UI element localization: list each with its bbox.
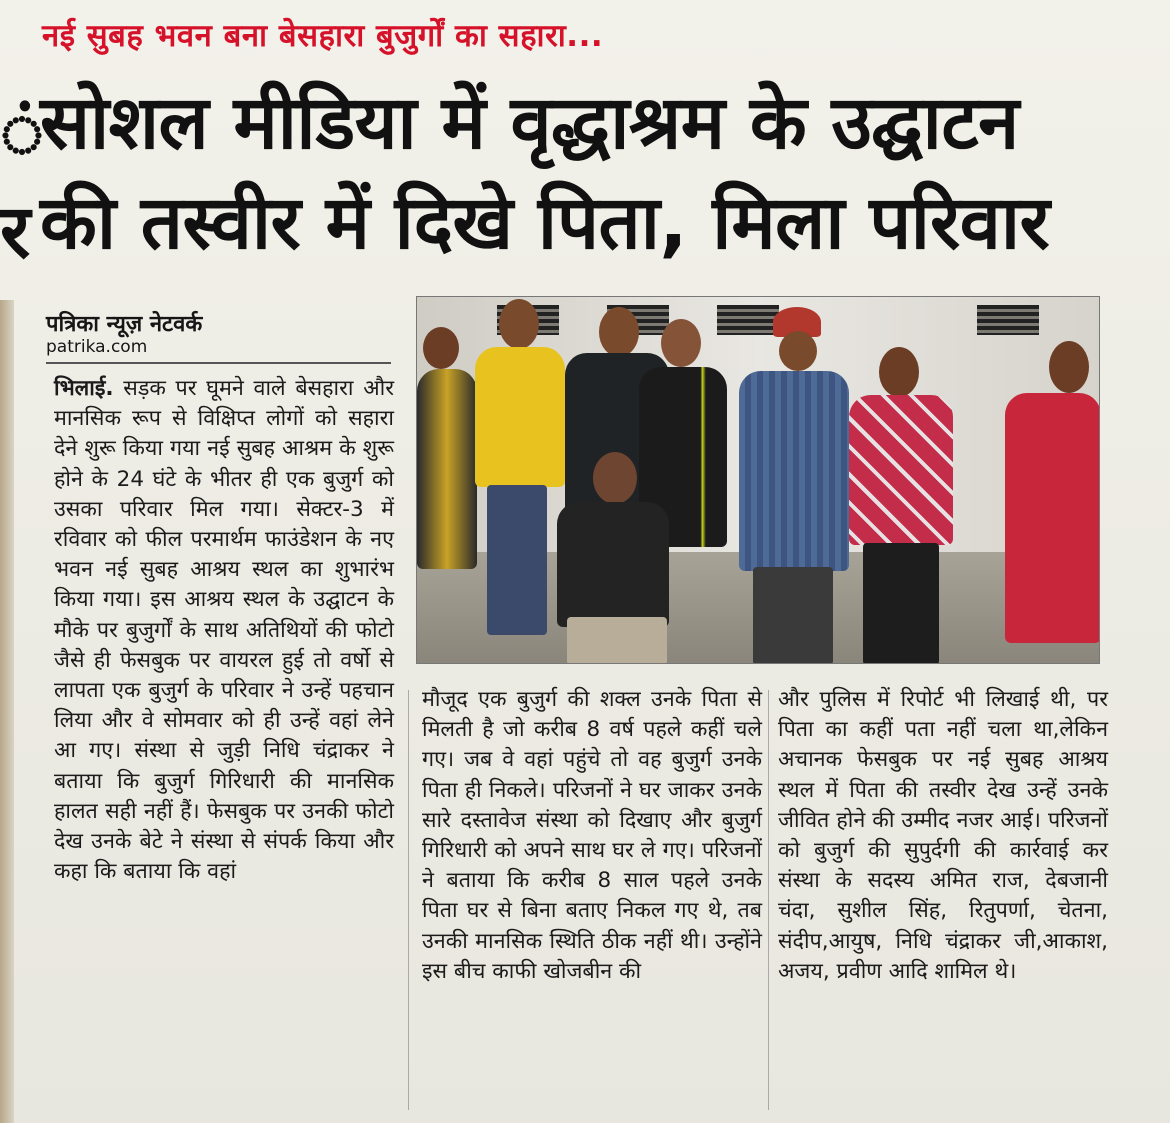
photo-window-vent (977, 305, 1039, 335)
column-2-text: मौजूद एक बुजुर्ग की शक्ल उनके पिता से मिलती है जो करीब 8 वर्ष पहले कहीं चले गए। जब वे वहां पहुंचे तो वह बुजुर्ग उनके पिता ही निकले। परिजनों ने घर जाकर उनके सारे दस्तावेज संस्था को दिखाए और बुजुर्ग गिरिधारी को अपने साथ घर ले गए। परिजनों ने बताया कि करीब 8 साल पहले उनके पिता घर से बिना बताए निकल गए थे, तब उनकी मानसिक स्थिति ठीक नहीं थी। उन्होंने इस बीच काफी खोजबीन की (422, 687, 762, 984)
column-3-text: और पुलिस में रिपोर्ट भी लिखाई थी, पर पिता का कहीं पता नहीं चला था,लेकिन अचानक फेसबुक पर नई सुबह आश्रय स्थल में पिता की तस्वीर देख उन्हें उनके जीवित होने की उम्मीद नजर आई। परिजनों को बुजुर्ग की सुपुर्दगी की कार्रवाई कर संस्था के सदस्य अमित राज, देबजानी चंदा, सुशील सिंह, रितुपर्णा, चेतना, संदीप,आयुष, निधि चंद्राकर जी,आकाश, अजय, प्रवीण आदि शामिल थे। (778, 687, 1108, 984)
headline-line-2: की तस्वीर में दिखे पिता, मिला परिवार (40, 180, 1050, 266)
column-divider-1 (408, 690, 409, 1110)
cropped-edge-text-top: ं (0, 89, 44, 175)
kicker-headline: नई सुबह भवन बना बेसहारा बुजुर्गों का सहारा... (42, 18, 604, 54)
column-divider-2 (768, 690, 769, 1110)
article-column-3 (778, 685, 1108, 987)
adjacent-page-edge (0, 300, 14, 1123)
article-column-1 (54, 374, 394, 887)
byline: पत्रिका न्यूज़ नेटवर्क (46, 312, 203, 337)
headline-line-1: सोशल मीडिया में वृद्धाश्रम के उद्घाटन (40, 80, 1019, 166)
cropped-edge-text-bottom: र (0, 189, 31, 275)
dateline: भिलाई. (54, 376, 114, 401)
group-photo (416, 296, 1100, 664)
source-website: patrika.com (46, 337, 148, 357)
byline-divider (46, 362, 391, 364)
column-1-text: सड़क पर घूमने वाले बेसहारा और मानसिक रूप से विक्षिप्त लोगों को सहारा देने शुरू किया गया नई सुबह आश्रम के शुरू होने के 24 घंटे के भीतर ही एक बुजुर्ग को उसका परिवार मिल गया। सेक्टर-3 में रविवार को फील परमार्थम फाउंडेशन के नए भवन नई सुबह आश्रय स्थल का शुभारंभ किया गया। इस आश्रय स्थल के उद्घाटन के मौके पर बुजुर्गों के साथ अतिथियों की फोटो जैसे ही फेसबुक पर वायरल हुई तो वर्षो से लापता एक बुजुर्ग के परिवार ने उन्हें पहचान लिया और वे सोमवार को ही उन्हें वहां लेने आ गए। संस्था से जुड़ी निधि चंद्राकर ने बताया कि बुजुर्ग गिरिधारी की मानसिक हालत सही नहीं हैं। फेसबुक पर उनकी फोटो देख उनके बेटे ने संस्था से संपर्क किया और कहा कि बताया कि वहां (54, 376, 394, 885)
article-column-2 (422, 685, 762, 987)
photo-window-vent (717, 305, 779, 335)
